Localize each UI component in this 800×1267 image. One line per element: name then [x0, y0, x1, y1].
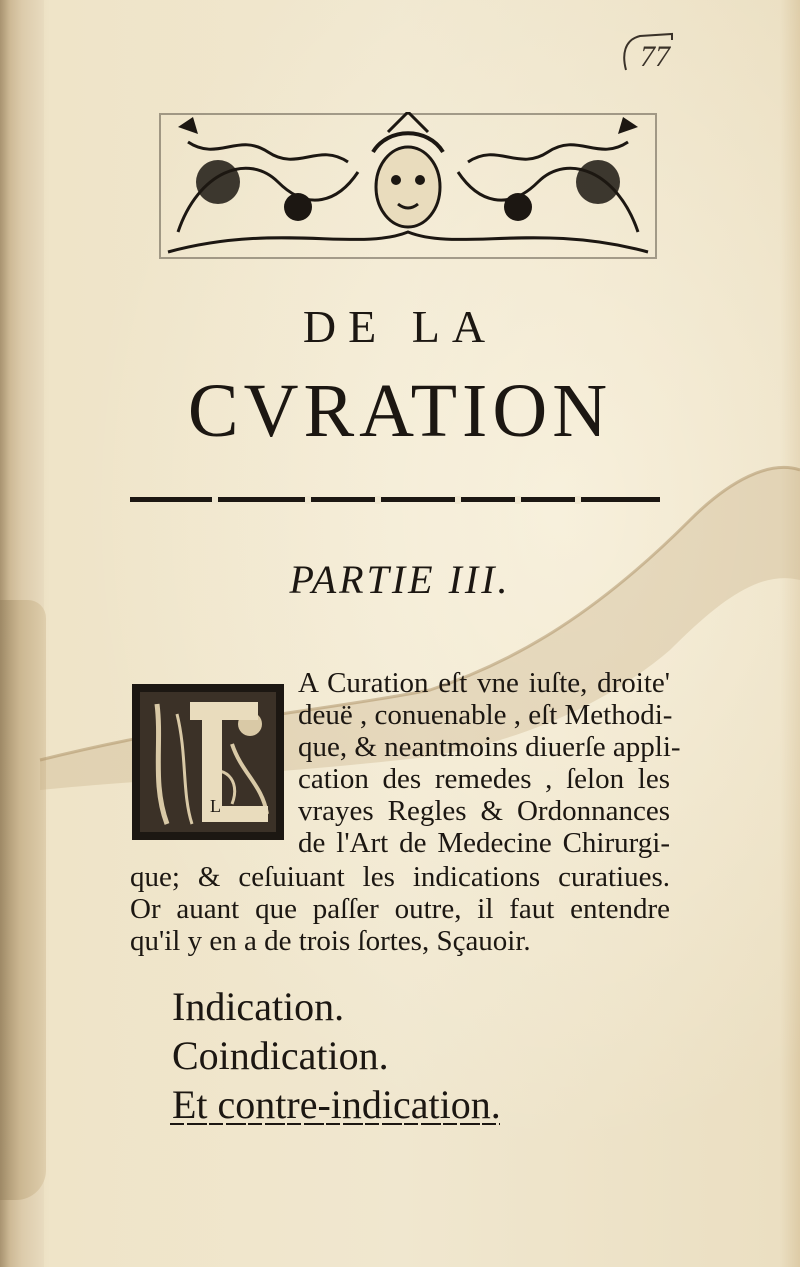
body-line: qu'il y en a de trois ſortes, Sçauoir. [130, 925, 531, 957]
indication-list [172, 982, 501, 1129]
headpiece-ornament-icon [158, 112, 658, 260]
page-number: 77 [640, 40, 670, 73]
body-line: de l'Art de Medecine Chirurgi- [298, 827, 670, 859]
body-line: vrayes Regles & Ordonnances [298, 795, 670, 827]
drop-cap-letter: L [210, 796, 221, 816]
section-rule [130, 494, 660, 504]
body-line: Or auant que paſſer outre, il faut entendre [130, 893, 670, 925]
title-curation: CVRATION [187, 369, 613, 453]
body-line: que, & neantmoins diuerſe appli- [298, 731, 681, 763]
part-heading: PARTIE III. [289, 557, 511, 602]
title-de-la: DE LA [302, 301, 498, 352]
body-line: que; & ceſuiuant les indications curatiues. [130, 861, 670, 893]
list-item-indication: Indication. [172, 984, 345, 1029]
torn-binding-edge [0, 600, 46, 1200]
list-underline [170, 1122, 500, 1126]
list-item-contre-indication: Et contre-indication. [172, 1082, 501, 1127]
body-line: cation des remedes , ſelon les [298, 763, 670, 795]
list-item-coindication: Coindication. [172, 1033, 389, 1078]
body-line: A Curation eſt vne iuſte, droite' [298, 667, 670, 699]
body-line: deuë , conuenable , eſt Methodi- [298, 699, 673, 731]
historiated-initial-icon [132, 684, 284, 840]
